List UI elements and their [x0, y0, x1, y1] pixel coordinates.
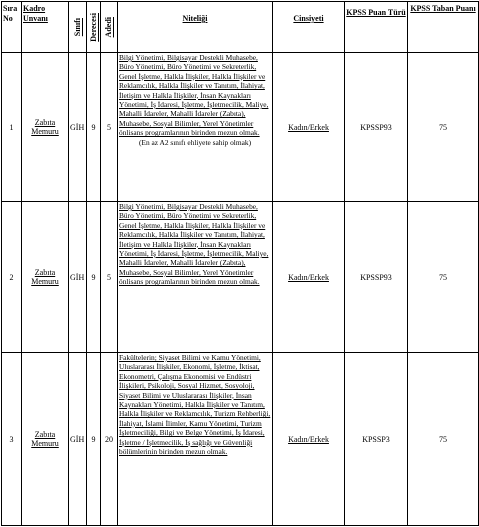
- cell-puan-turu: KPSSP3: [345, 353, 408, 526]
- cell-taban-puan: 75: [408, 353, 479, 526]
- header-sira-no: Sıra No: [2, 2, 22, 53]
- cell-nitelik: [118, 353, 273, 526]
- cell-cinsiyet: Kadın/Erkek: [273, 53, 345, 202]
- cell-unvan: Zabıta Memuru: [22, 353, 69, 526]
- header-kpss-puan-turu: KPSS Puan Türü: [345, 2, 408, 53]
- header-adedi: Adedi: [101, 2, 118, 53]
- cell-derece: 9: [87, 53, 101, 202]
- header-sinifi: Sınıfı: [69, 2, 87, 53]
- cell-puan-turu: KPSSP93: [345, 53, 408, 202]
- nitelik-text: Bilgi Yönetimi, Bilgisayar Destekli Muhasebe, Büro Yönetimi, Büro Yönetimi ve Sekreterlik, Genel İşletme, Halkla İlişkiler, Halkla İlişkiler ve Reklamcılık, Halkla İlişkiler ve Tanıtım, İlahiyat, İletişim ve Halkla İlişkiler, İnsan Kaynakları Yönetimi, İş İdaresi, İşletme, İşletmecilik, Maliye, Mahalli İdareler, Mahalli İdareler (Zabıta), Muhasebe, Sosyal Bilimler, Yerel Yönetimler önlisans programlarının birinden mezun olmak.: [119, 202, 269, 287]
- cell-taban-puan: 75: [408, 202, 479, 353]
- cell-cinsiyet: Kadın/Erkek: [273, 202, 345, 353]
- cell-sinif: GİH: [69, 202, 87, 353]
- cell-unvan: Zabıta Memuru: [22, 53, 69, 202]
- cell-sinif: GİH: [69, 53, 87, 202]
- cell-adet: 5: [101, 202, 118, 353]
- cell-adet: 5: [101, 53, 118, 202]
- header-niteligi: Niteliği: [118, 2, 273, 53]
- table-row: [2, 202, 479, 353]
- header-derecesi: Derecesi: [87, 2, 101, 53]
- cell-puan-turu: KPSSP93: [345, 202, 408, 353]
- cell-sira: 1: [2, 53, 22, 202]
- cell-unvan: Zabıta Memuru: [22, 202, 69, 353]
- cell-derece: 9: [87, 353, 101, 526]
- nitelik-text: Fakültelerin; Siyaset Bilimi ve Kamu Yönetimi, Uluslararası İlişkiler, Ekonomi, İşletme, İktisat, Ekonometri, Çalışma Ekonomisi ve Endüstri İlişkileri, Psikoloji, Sosyal Hizmet, Sosyoloji, Siyaset Bilimi ve Uluslararası İlişkiler, İnsan Kaynakları Yönetimi, Halkla İlişkiler ve Tanıtım, Halkla İlişkiler ve Reklamcılık, Turizm Rehberliği, İlahiyat, İslami İlimler, Kamu Yönetimi, Turizm İşletmeciliği, Bilgi ve Belge Yönetimi, İş İdaresi, İşletme / İşletmecilik, İş sağlığı ve Güvenliği bölümlerinin birinden mezun olmak.: [119, 353, 271, 457]
- header-kadro-unvani: Kadro Unvanı: [22, 2, 69, 53]
- cell-nitelik: [118, 202, 273, 353]
- nitelik-text: Bilgi Yönetimi, Bilgisayar Destekli Muhasebe, Büro Yönetimi, Büro Yönetimi ve Sekreterlik, Genel İşletme, Halkla İlişkiler, Halkla İlişkiler ve Reklamcılık, Halkla İlişkiler ve Tanıtım, İlahiyat, İletişim ve Halkla İlişkiler, İnsan Kaynakları Yönetimi, İş İdaresi, İşletme, İşletmecilik, Maliye, Mahalli İdareler, Mahalli İdareler (Zabıta), Muhasebe, Sosyal Bilimler, Yerel Yönetimler önlisans programlarının birinden mezun olmak.: [119, 53, 269, 138]
- cell-sira: 2: [2, 202, 22, 353]
- table-row: [2, 53, 479, 202]
- cell-derece: 9: [87, 202, 101, 353]
- header-kpss-taban-puani: KPSS Taban Puanı: [408, 2, 479, 53]
- cell-cinsiyet: Kadın/Erkek: [273, 353, 345, 526]
- table-row: [2, 353, 479, 526]
- cell-taban-puan: 75: [408, 53, 479, 202]
- cell-nitelik: [118, 53, 273, 202]
- cell-adet: 20: [101, 353, 118, 526]
- table-header-row: [2, 2, 479, 53]
- nitelik-note: (En az A2 sınıfı ehliyete sahip olmak): [138, 137, 252, 147]
- cell-sira: 3: [2, 353, 22, 526]
- header-cinsiyeti: Cinsiyeti: [273, 2, 345, 53]
- cell-sinif: GİH: [69, 353, 87, 526]
- kadro-table: [1, 1, 479, 526]
